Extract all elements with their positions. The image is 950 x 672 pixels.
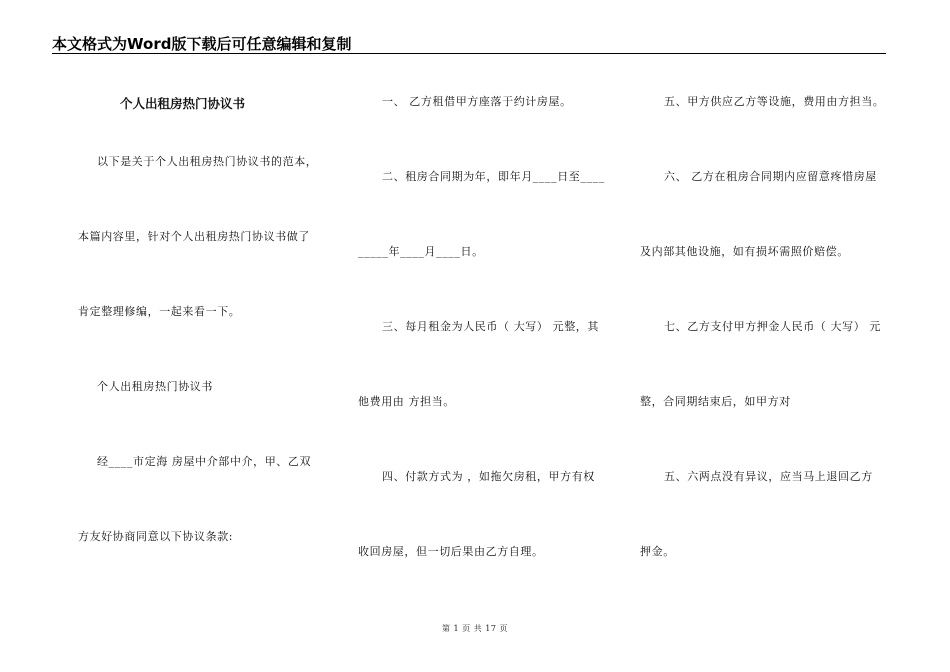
document-title: 个人出租房热门协议书	[120, 96, 246, 111]
column3-line-7: 押金。	[640, 545, 675, 558]
column1-line-5: 经____市定海 房屋中介部中介，甲、乙双	[97, 455, 312, 468]
column1-line-1: 以下是关于个人出租房热门协议书的范本，	[97, 155, 318, 168]
header-divider	[52, 53, 886, 54]
column2-line-1: 一、 乙方租借甲方座落于约计房屋。	[382, 95, 572, 108]
column1-line-6: 方友好协商同意以下协议条款:	[78, 530, 234, 543]
page-indicator: 第 1 页 共 17 页	[442, 624, 508, 633]
column3-line-3: 及内部其他设施，如有损坏需照价赔偿。	[640, 245, 849, 258]
column3-line-5: 整，合同期结束后，如甲方对	[640, 395, 791, 408]
column1-line-2: 本篇内容里，针对个人出租房热门协议书做了	[78, 230, 310, 243]
column3-line-1: 五、甲方供应乙方等设施，费用由方担当。	[664, 95, 885, 108]
column2-line-4: 三、每月租金为人民币（ 大写） 元整，其	[382, 320, 599, 333]
column2-line-6: 四、付款方式为 ，如拖欠房租，甲方有权	[382, 470, 595, 483]
column2-line-2: 二、租房合同期为年，即年月____日至____	[382, 170, 605, 183]
column3-line-2: 六、 乙方在租房合同期内应留意疼惜房屋	[664, 170, 877, 183]
column3-line-6: 五、六两点没有异议，应当马上退回乙方	[664, 470, 873, 483]
column2-line-7: 收回房屋，但一切后果由乙方自理。	[358, 545, 544, 558]
column3-line-4: 七、乙方支付甲方押金人民币（ 大写） 元	[664, 320, 881, 333]
column2-line-5: 他费用由 方担当。	[358, 395, 455, 408]
column2-line-3: _____年____月____日。	[358, 245, 484, 258]
column1-line-4: 个人出租房热门协议书	[97, 380, 213, 393]
document-header-banner: 本文格式为Word版下载后可任意编辑和复制	[52, 35, 352, 53]
column1-line-3: 肯定整理修编，一起来看一下。	[78, 305, 241, 318]
